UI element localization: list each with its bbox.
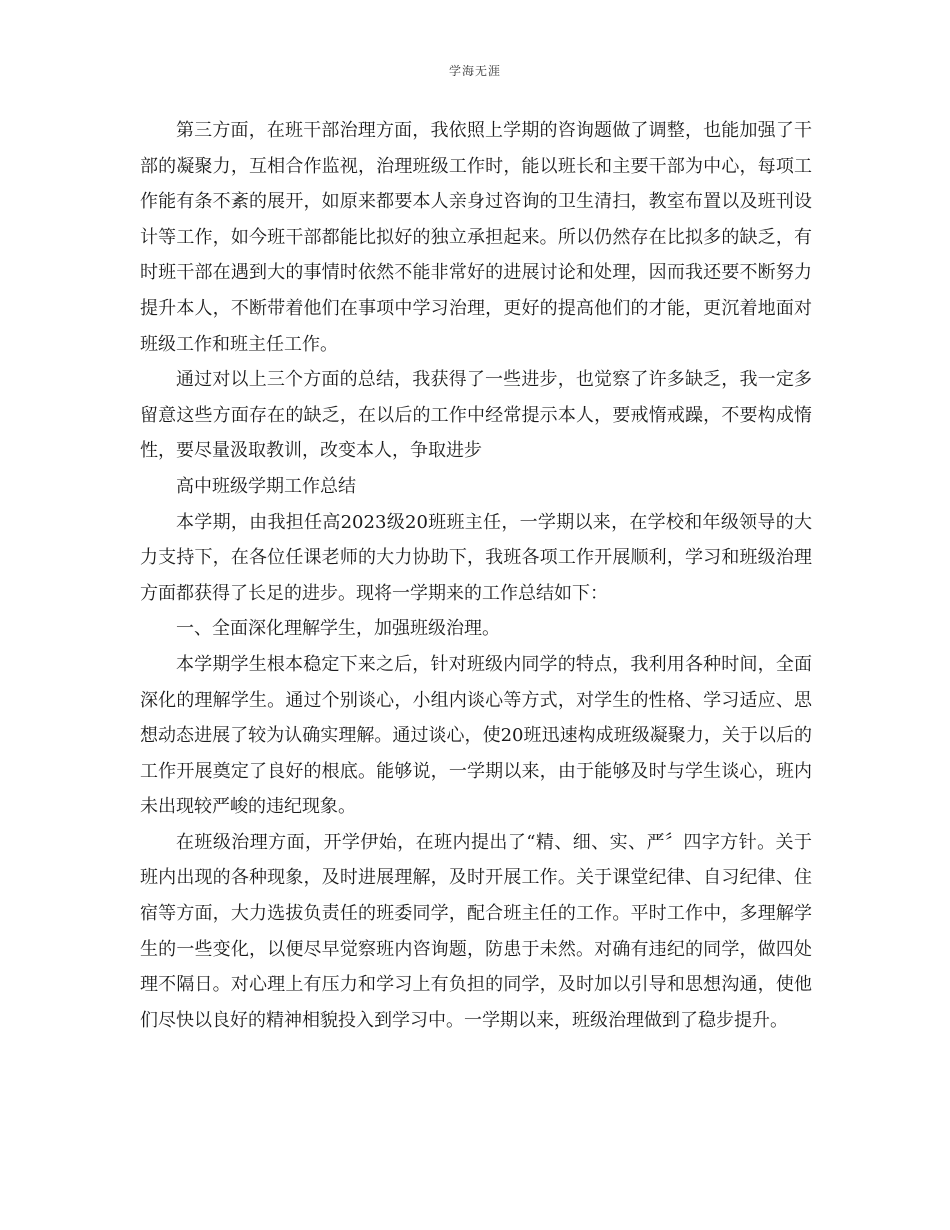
- paragraph-understanding-students: 本学期学生根本稳定下来之后，针对班级内同学的特点，我利用各种时间，全面深化的理解学生。通过个别谈心，小组内谈心等方式，对学生的性格、学习适应、思想动态进展了较为认确实理解。通过谈心，使20班迅速构成班级凝聚力，关于以后的工作开展奠定了良好的根底。能够说，一学期以来，由于能够及时与学生谈心，班内未出现较严峻的违纪现象。: [140, 653, 812, 818]
- page-header: 学海无涯: [448, 64, 501, 78]
- paragraph-introduction: 本学期，由我担任高2023级20班班主任，一学期以来，在学校和年级领导的大力支持下，在各位任课老师的大力协助下，我班各项工作开展顺利，学习和班级治理方面都获得了长足的进步。现将一学期来的工作总结如下：: [140, 511, 812, 604]
- document-body: [140, 113, 812, 1038]
- subsection-heading-1: 一、全面深化理解学生，加强班级治理。: [176, 618, 500, 640]
- paragraph-class-cadre-management: 第三方面，在班干部治理方面，我依照上学期的咨询题做了调整，也能加强了干部的凝聚力，互相合作监视，治理班级工作时，能以班长和主要干部为中心，每项工作能有条不紊的展开，如原来都要本人亲身过咨询的卫生清扫，教室布置以及班刊设计等工作，如今班干部都能比拟好的独立承担起来。所以仍然存在比拟多的缺乏，有时班干部在遇到大的事情时依然不能非常好的进展讨论和处理，因而我还要不断努力提升本人，不断带着他们在事项中学习治理，更好的提高他们的才能，更沉着地面对班级工作和班主任工作。: [140, 120, 812, 355]
- section-title: 高中班级学期工作总结: [176, 475, 356, 497]
- paragraph-class-management: 在班级治理方面，开学伊始，在班内提出了“精、细、实、严〞四字方针。关于班内出现的各种现象，及时进展理解，及时开展工作。关于课堂纪律、自习纪律、住宿等方面，大力选拔负责任的班委同学，配合班主任的工作。平时工作中，多理解学生的一些变化，以便尽早觉察班内咨询题，防患于未然。对确有违纪的同学，做四处理不隔日。对心理上有压力和学习上有负担的同学，及时加以引导和思想沟通，使他们尽快以良好的精神相貌投入到学习中。一学期以来，班级治理做到了稳步提升。: [140, 831, 812, 1031]
- paragraph-summary-conclusion: 通过对以上三个方面的总结，我获得了一些进步，也觉察了许多缺乏，我一定多留意这些方面存在的缺乏，在以后的工作中经常提示本人，要戒惰戒躁，不要构成惰性，要尽量汲取教训，改变本人，争取进步: [140, 369, 812, 462]
